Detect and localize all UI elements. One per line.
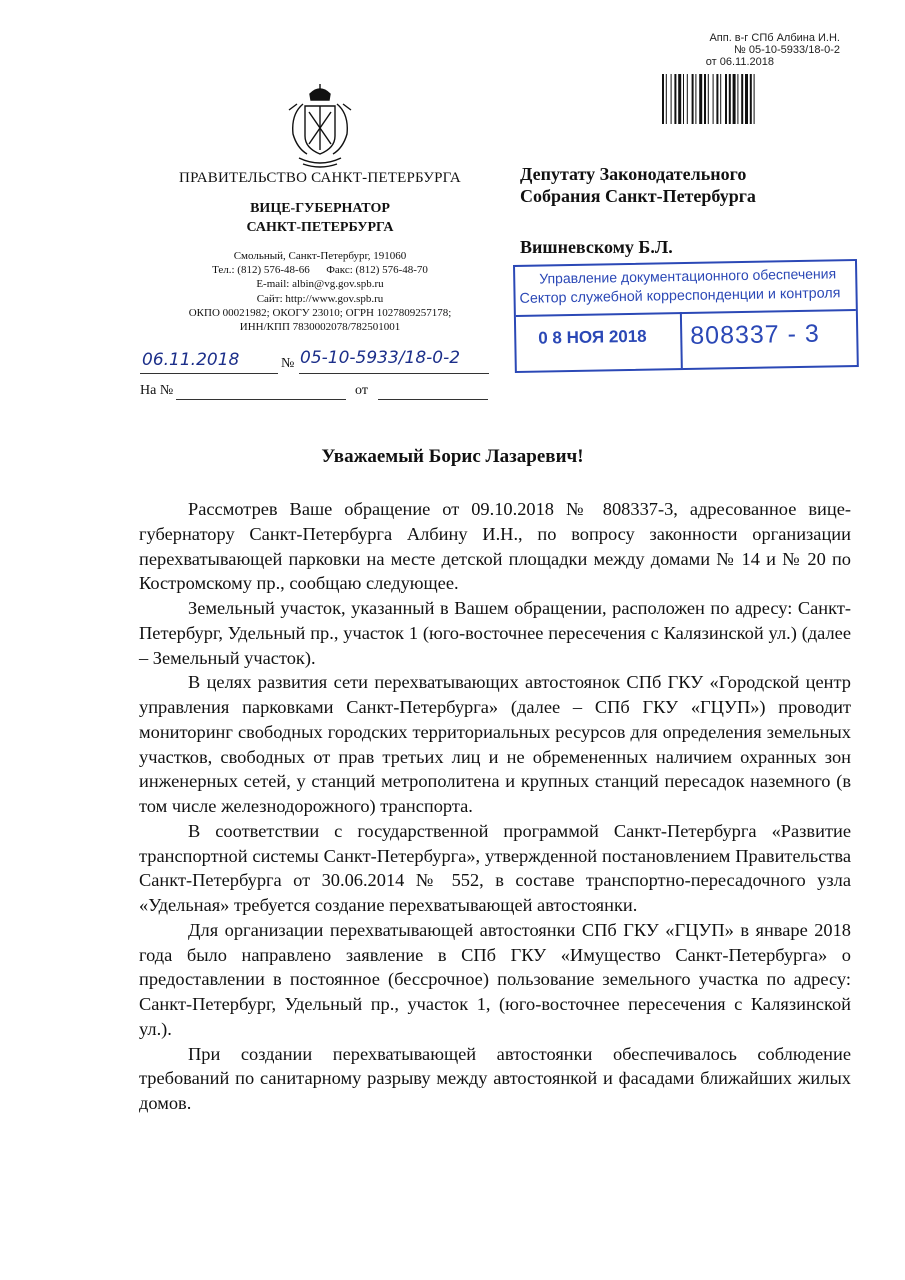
outgoing-number-line [299,372,489,374]
barcode-bar [704,74,706,124]
paragraph-4: В соответствии с государственной программой Санкт-Петербурга «Развитие транспортной системы Санкт-Петербурга», утвержденной постановлением Правительства Санкт-Петербурга от 30.06.2014 № 552, в составе транспортно-пересадочного узла «Удельная» требуется создание перехватывающей автостоянки. [139,820,851,915]
barcode-bar [750,74,752,124]
letterhead-government: ПРАВИТЕЛЬСТВО САНКТ-ПЕТЕРБУРГА [179,170,461,186]
letterhead-title-line-2: САНКТ-ПЕТЕРБУРГА [246,220,394,235]
barcode-bar [741,74,743,124]
registration-line-3: от 06.11.2018 [705,56,774,68]
registration-line-1: Апп. в-г СПб Албина И.Н. [709,32,840,44]
addressee-block [520,163,756,207]
incoming-stamp-frame [513,259,859,373]
barcode-bar [662,74,664,124]
stamp-date: 0 8 НОЯ 2018 [538,326,647,348]
paragraph-6: При создании перехватывающей автостоянки обеспечивалось соблюдение требований по санитарному разрыву между автостоянкой и фасадами ближайших жилых домов. [139,1043,851,1113]
addressee-line-2: Собрания Санкт-Петербурга [520,186,756,206]
barcode-bar [692,74,694,124]
outgoing-date: 06.11.2018 [142,350,240,370]
barcode-bar [729,74,731,124]
barcode-bar [716,74,718,124]
stamp-divider [516,309,856,317]
barcode [662,74,812,124]
barcode-bar [720,74,721,124]
letterhead-inn: ИНН/КПП 7830002078/782501001 [239,321,401,334]
paragraph-1: Рассмотрев Ваше обращение от 09.10.2018 № 808337-3, адресованное вице-губернатору Санкт-Петербурга Албину И.Н., по вопросу законности организации перехватывающей парковки на месте детской площадки между домами № 14 и № 20 по Костромскому пр., сообщаю следующее. [139,499,851,594]
paragraph-2: Земельный участок, указанный в Вашем обращении, расположен по адресу: Санкт-Петербург, Удельный пр., участок 1 (юго-восточнее пересечения с Калязинской ул.) (далее – Земельный участок). [139,598,851,668]
barcode-bar [674,74,676,124]
barcode-bar [695,74,696,124]
stamp-number: 808337 - 3 [690,319,821,350]
greeting: Уважаемый Борис Лазаревич! [321,446,584,467]
stamp-line-2: Сектор служебной корреспонденции и контроля [519,285,841,307]
letter-body [139,497,851,1116]
reply-from-label: от [355,383,368,398]
incoming-stamp [507,257,857,377]
letterhead-codes: ОКПО 00021982; ОКОГУ 23010; ОГРН 1027809257178; [188,306,452,319]
letterhead-site: Сайт: http://www.gov.spb.ru [256,292,384,305]
letterhead-title-line-1: ВИЦЕ-ГУБЕРНАТОР [250,201,390,216]
letterhead-address: Смольный, Санкт-Петербург, 191060 [233,250,407,262]
barcode-bar [708,74,709,124]
coat-of-arms-emblem [283,84,357,170]
stamp-line-1: Управление документационного обеспечения [539,265,837,287]
addressee-name: Вишневскому Б.Л. [520,237,673,257]
paragraph-3: В целях развития сети перехватывающих автостоянок СПб ГКУ «Городской центр управления парковками Санкт-Петербурга» (далее – СПб ГКУ «ГЦУП») проводит мониторинг свободных городских территориальных ресурсов для определения земельных участков, свободных от прав третьих лиц и не обремененных наличием охранных зон инженерных сетей, у станций метрополитена и крупных станций пересадок наземного (в том числе железнодорожного) транспорта. [139,672,851,816]
barcode-bar [666,74,667,124]
stamp-vertical-divider [680,312,683,368]
barcode-bar [671,74,672,124]
barcode-bar [699,74,702,124]
barcode-bar [683,74,684,124]
outgoing-date-line [140,372,278,374]
barcode-bar [745,74,748,124]
letterhead-title [140,199,500,237]
barcode-bar [725,74,727,124]
registration-line-2: № 05-10-5933/18-0-2 [734,44,840,56]
letterhead-email: E-mail: albin@vg.gov.spb.ru [256,278,384,291]
barcode-bar [754,74,755,124]
addressee-line-1: Депутату Законодательного [520,164,747,184]
barcode-bar [687,74,688,124]
letterhead-contacts [140,249,500,334]
barcode-bar [737,74,738,124]
barcode-bar [733,74,736,124]
outgoing-number: 05-10-5933/18-0-2 [300,348,461,368]
registration-block [600,32,840,68]
paragraph-5: Для организации перехватывающей автостоянки СПб ГКУ «ГЦУП» в январе 2018 года было направлено заявление в СПб ГКУ «Имущество Санкт-Петербурга» о предоставлении в постоянное (бессрочное) пользование земельного участка по адресу: Санкт-Петербург, Удельный пр., участок 1, (юго-восточнее пересечения с Калязинской ул.). [139,919,851,1039]
reply-to-line [176,398,346,400]
reply-to-label: На № [140,383,174,398]
barcode-bar [678,74,681,124]
reply-from-line [378,398,488,400]
letterhead-phones: Тел.: (812) 576-48-66 Факс: (812) 576-48-70 [212,264,428,277]
barcode-bar [713,74,714,124]
outgoing-number-sign: № [281,356,295,371]
